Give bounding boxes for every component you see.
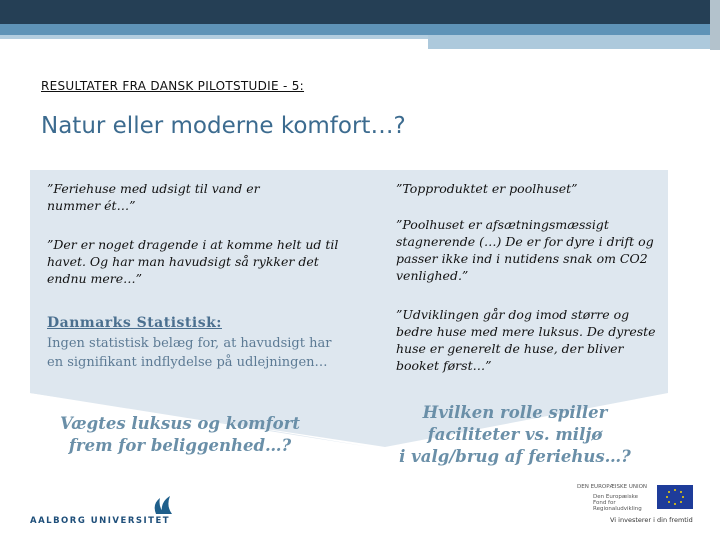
- right-quote-1: ”Topproduktet er poolhuset”: [396, 181, 578, 196]
- university-emblem-icon: [148, 494, 178, 516]
- eu-label: DEN EUROPÆISKE UNION: [577, 484, 648, 490]
- eu-slogan: Vi investerer i din fremtid: [610, 516, 693, 524]
- right-question-line: i valg/brug af feriehus…?: [399, 447, 631, 466]
- university-name: AALBORG UNIVERSITET: [30, 516, 171, 526]
- eu-logo: [575, 483, 695, 528]
- statistics-heading: Danmarks Statistisk:: [47, 315, 222, 331]
- left-quote-1: ”Feriehuse med udsigt til vand er nummer ét…”: [47, 181, 260, 213]
- left-quote-2: ”Der er noget dragende i at komme helt ud til havet. Og har man havudsigt så rykker det endnu mere…”: [47, 237, 339, 286]
- aalborg-university-logo: [30, 494, 195, 530]
- slide-title: Natur eller moderne komfort…?: [41, 113, 406, 139]
- right-question: [380, 402, 650, 468]
- eu-flag-icon: [657, 485, 693, 509]
- statistics-text: Ingen statistisk belæg for, at havudsigt har en signifikant indflydelse på udlejningen…: [47, 336, 332, 370]
- slide-subtitle: RESULTATER FRA DANSK PILOTSTUDIE - 5:: [41, 79, 305, 93]
- right-question-line: faciliteter vs. miljø: [427, 425, 603, 444]
- right-quote-3: ”Udviklingen går dog imod større og bedre huse med mere luksus. De dyreste huse er generelt de huse, der bliver booket først…”: [396, 307, 656, 373]
- right-question-line: Hvilken rolle spiller: [422, 403, 608, 422]
- eu-fund-label: Den Europæiske Fond for Regionaludvikling: [593, 494, 642, 512]
- left-question: Vægtes luksus og komfort frem for beliggenhed…?: [60, 414, 300, 455]
- right-quote-2: ”Poolhuset er afsætningsmæssigt stagnerende (…) De er for dyre i drift og passer ikke ind i nutidens snak om CO2 venlighed.”: [396, 217, 654, 283]
